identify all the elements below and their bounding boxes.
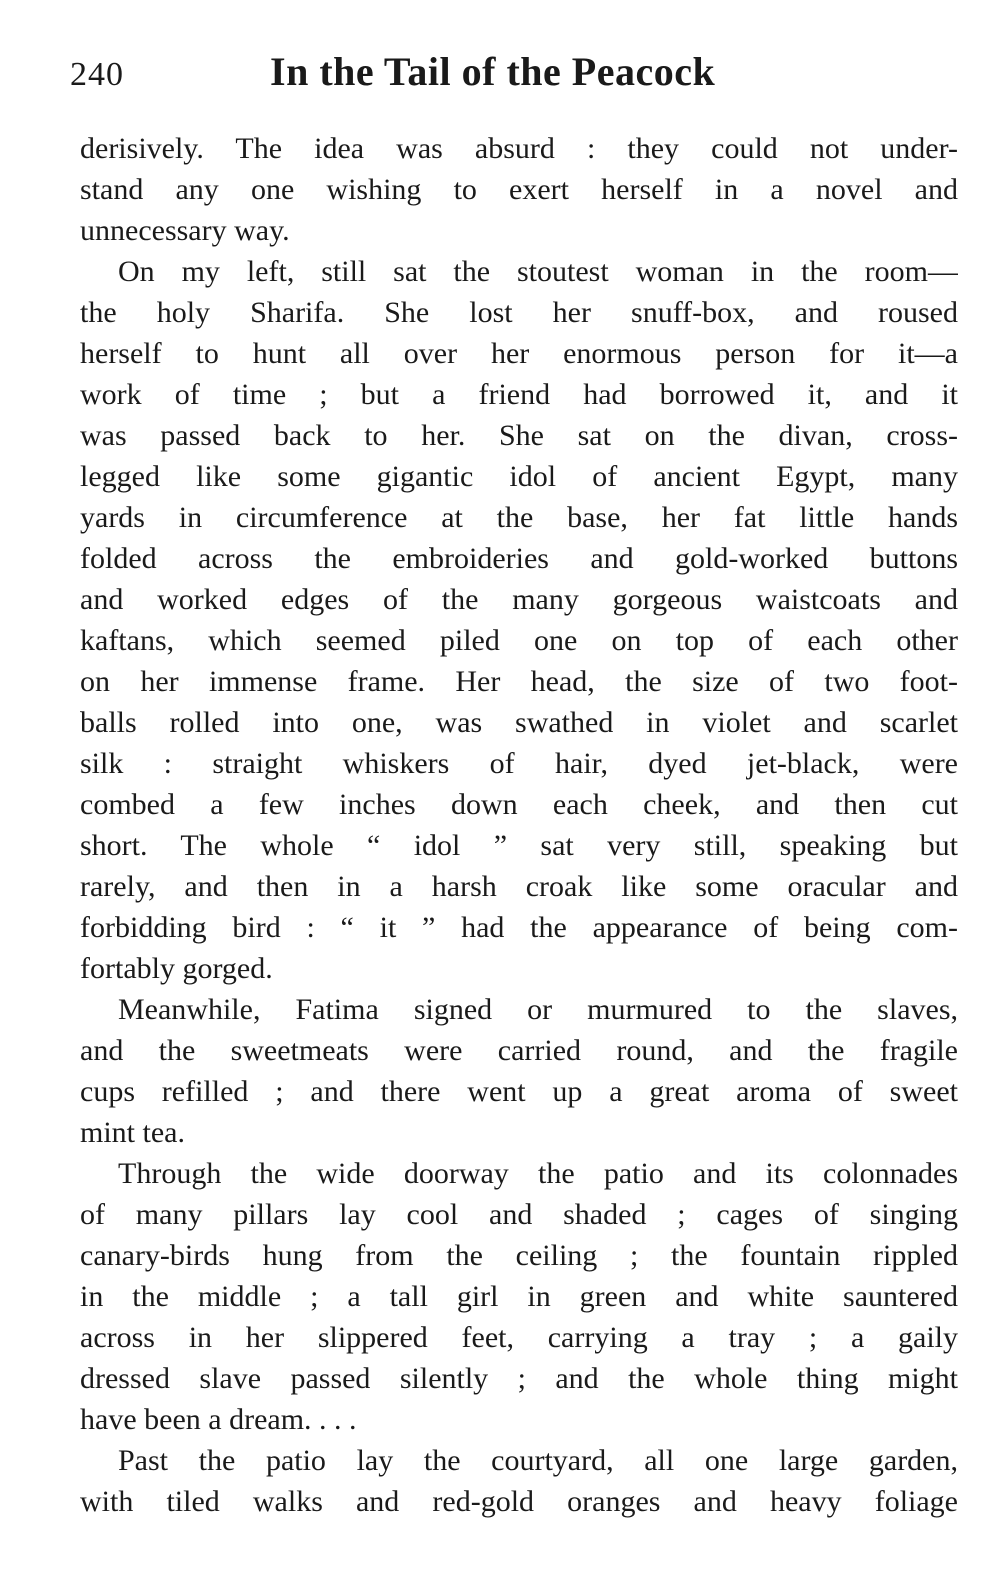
text-line: work of time ; but a friend had borrowed it, and it: [80, 378, 958, 411]
text-line: fortably gorged.: [80, 952, 273, 985]
text-line: canary-birds hung from the ceiling ; the fountain rippled: [80, 1239, 958, 1272]
text-line: of many pillars lay cool and shaded ; cages of singing: [80, 1198, 958, 1231]
text-line: was passed back to her. She sat on the divan, cross-: [80, 419, 958, 452]
text-line: Through the wide doorway the patio and its colonnades: [118, 1157, 958, 1190]
text-line: across in her slippered feet, carrying a tray ; a gaily: [80, 1321, 958, 1354]
text-line: with tiled walks and red-gold oranges and heavy foliage: [80, 1485, 958, 1518]
text-line: and worked edges of the many gorgeous waistcoats and: [80, 583, 958, 616]
paragraph: [80, 1153, 958, 1440]
text-line: the holy Sharifa. She lost her snuff-box, and roused: [80, 296, 958, 329]
paragraph: [80, 1440, 958, 1522]
text-line: short. The whole “ idol ” sat very still, speaking but: [80, 829, 958, 862]
text-line: folded across the embroideries and gold-worked buttons: [80, 542, 958, 575]
text-line: and the sweetmeats were carried round, and the fragile: [80, 1034, 958, 1067]
text-line: forbidding bird : “ it ” had the appearance of being com-: [80, 911, 958, 944]
text-line: dressed slave passed silently ; and the whole thing might: [80, 1362, 958, 1395]
text-line: in the middle ; a tall girl in green and white sauntered: [80, 1280, 958, 1313]
text-line: Past the patio lay the courtyard, all one large garden,: [118, 1444, 958, 1477]
paragraph: [80, 989, 958, 1153]
body-text: [80, 128, 958, 1522]
text-line: yards in circumference at the base, her fat little hands: [80, 501, 958, 534]
text-line: have been a dream. . . .: [80, 1403, 357, 1436]
text-line: kaftans, which seemed piled one on top of each other: [80, 624, 958, 657]
text-line: On my left, still sat the stoutest woman in the room—: [118, 255, 958, 288]
text-line: silk : straight whiskers of hair, dyed jet-black, were: [80, 747, 958, 780]
text-line: on her immense frame. Her head, the size of two foot-: [80, 665, 958, 698]
text-line: mint tea.: [80, 1116, 185, 1149]
text-line: herself to hunt all over her enormous person for it—a: [80, 337, 958, 370]
text-line: unnecessary way.: [80, 214, 290, 247]
running-title: In the Tail of the Peacock: [270, 49, 716, 94]
text-line: legged like some gigantic idol of ancient Egypt, many: [80, 460, 958, 493]
text-line: rarely, and then in a harsh croak like some oracular and: [80, 870, 958, 903]
text-line: Meanwhile, Fatima signed or murmured to the slaves,: [118, 993, 958, 1026]
text-line: stand any one wishing to exert herself in a novel and: [80, 173, 958, 206]
page-number: 240: [70, 56, 124, 93]
text-line: balls rolled into one, was swathed in violet and scarlet: [80, 706, 958, 739]
page-header: [70, 48, 950, 108]
text-line: combed a few inches down each cheek, and then cut: [80, 788, 958, 821]
text-line: derisively. The idea was absurd : they could not under-: [80, 132, 958, 165]
text-line: cups refilled ; and there went up a great aroma of sweet: [80, 1075, 958, 1108]
paragraph: [80, 251, 958, 989]
paragraph: [80, 128, 958, 251]
